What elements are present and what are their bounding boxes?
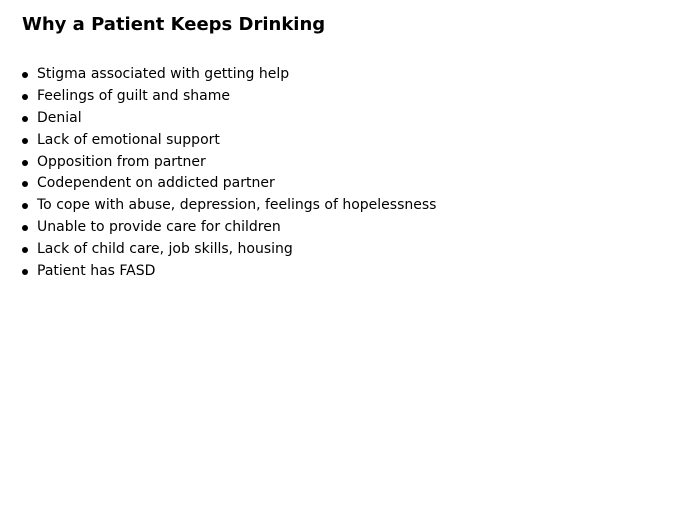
list-item-text: Opposition from partner — [37, 153, 206, 170]
bullet-icon — [22, 160, 28, 166]
list-item — [22, 239, 436, 261]
list-item-text: Unable to provide care for children — [37, 219, 281, 236]
list-item — [22, 130, 436, 152]
list-item-text: Feelings of guilt and shame — [37, 87, 231, 104]
list-item-text: Denial — [37, 109, 82, 126]
list-item-text: Lack of child care, job skills, housing — [37, 241, 293, 258]
list-item — [22, 108, 436, 130]
list-item-text: Patient has FASD — [37, 263, 156, 280]
list-item-text: To cope with abuse, depression, feelings of hopelessness — [37, 197, 437, 214]
bullet-icon — [22, 72, 28, 78]
bullet-icon — [22, 94, 28, 100]
bullet-icon — [22, 181, 28, 187]
list-item-text: Stigma associated with getting help — [37, 66, 290, 82]
list-item-text: Lack of emotional support — [37, 131, 220, 148]
list-item — [22, 173, 436, 195]
list-item — [22, 217, 436, 239]
bullet-icon — [22, 203, 28, 209]
list-item — [22, 86, 436, 108]
bullet-icon — [22, 138, 28, 144]
bullet-icon — [22, 269, 28, 275]
bullet-icon — [22, 225, 28, 231]
list-item — [22, 152, 436, 174]
list-item — [22, 195, 436, 217]
list-item-text: Codependent on addicted partner — [37, 175, 275, 192]
bullet-list — [22, 64, 436, 283]
bullet-icon — [22, 116, 28, 122]
list-item — [22, 64, 436, 86]
page-title: Why a Patient Keeps Drinking — [22, 14, 326, 35]
bullet-icon — [22, 247, 28, 253]
list-item — [22, 261, 436, 283]
